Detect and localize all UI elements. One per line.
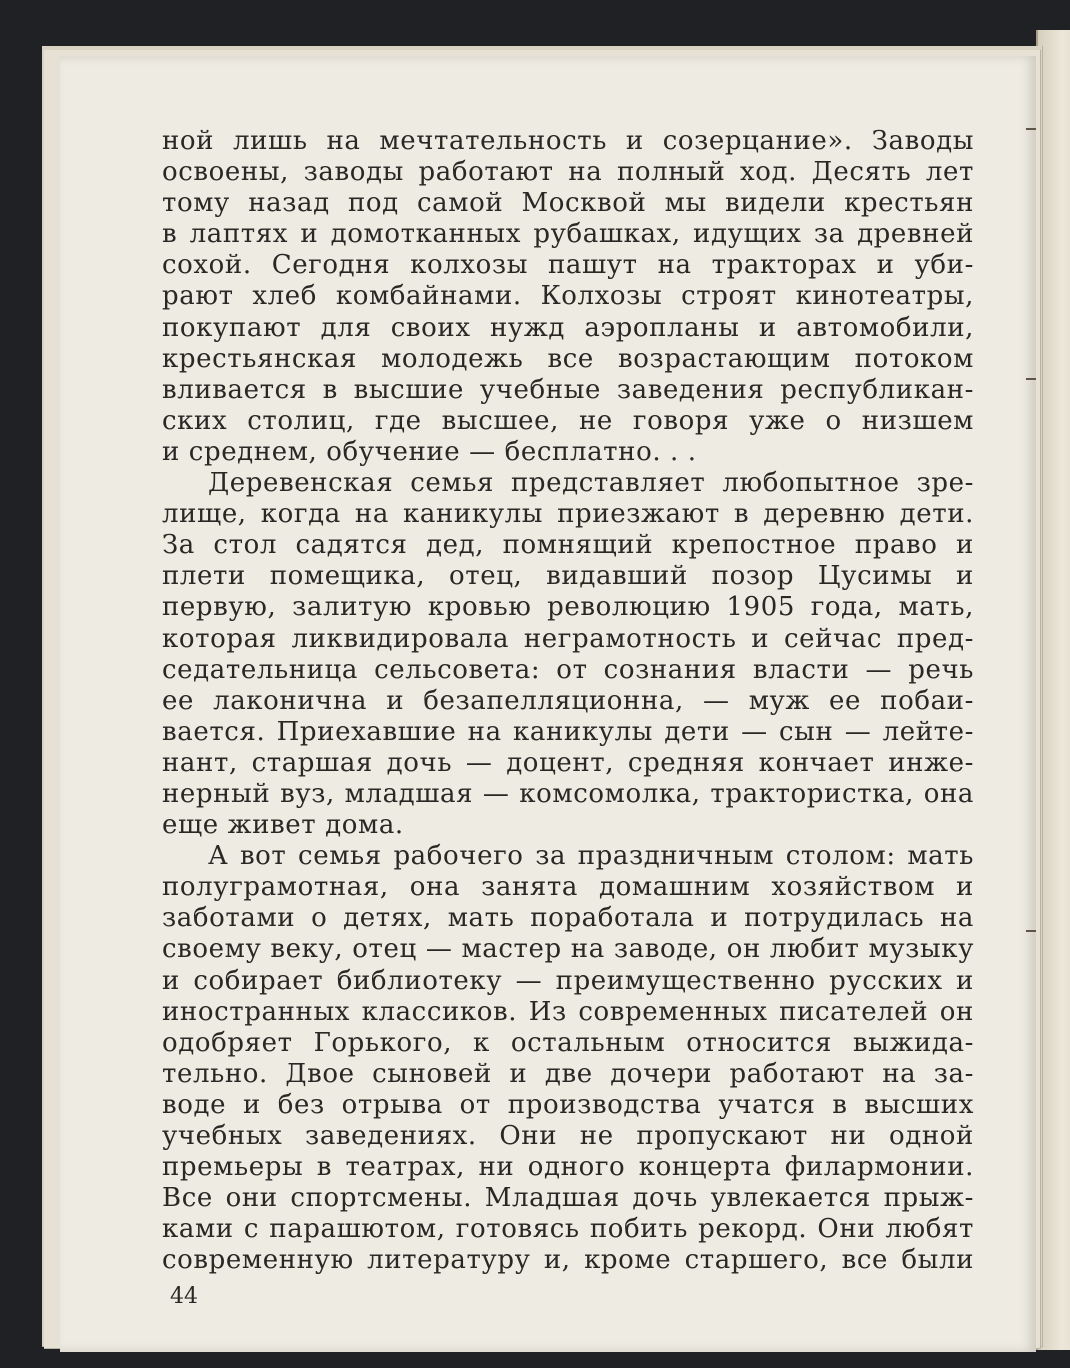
- text-line: учебных заведениях. Они не пропускают ни одной: [162, 1121, 974, 1151]
- book-page: [60, 56, 1036, 1352]
- page-edge-mark: [1026, 378, 1036, 380]
- text-line: ками с парашютом, готовясь побить рекорд. Они любят: [162, 1214, 974, 1245]
- text-line: иностранных классиков. Из современных писателей он: [162, 996, 974, 1027]
- text-line: тому назад под самой Москвой мы видели крестьян: [162, 188, 974, 219]
- text-line: еще живет дома.: [162, 810, 404, 841]
- page-edge-mark: [1026, 930, 1036, 932]
- page-body-text: [162, 126, 974, 1276]
- text-line: За стол садятся дед, помнящий крепостное право и: [162, 530, 974, 561]
- text-line: вливается в высшие учебные заведения республикан-: [162, 374, 974, 405]
- text-line: седательница сельсовета: от сознания власти — речь: [162, 654, 974, 685]
- text-line: премьеры в театрах, ни одного концерта филармонии.: [162, 1152, 974, 1183]
- text-line: тельно. Двое сыновей и две дочери работают на за-: [162, 1058, 974, 1089]
- text-line: и собирает библиотеку — преимущественно русских и: [162, 965, 974, 996]
- text-line: освоены, заводы работают на полный ход. Десять лет: [162, 157, 974, 188]
- text-line: нант, старшая дочь — доцент, средняя кончает инже-: [162, 747, 974, 778]
- text-line: покупают для своих нужд аэропланы и автомобили,: [162, 312, 974, 343]
- text-line: нерный вуз, младшая — комсомолка, трактористка, она: [162, 778, 974, 809]
- text-line: одобряет Горького, к остальным относится выжида-: [162, 1027, 974, 1058]
- text-line: которая ликвидировала неграмотность и сейчас пред-: [162, 623, 974, 654]
- text-line: Деревенская семья представляет любопытное зре-: [208, 468, 974, 499]
- text-line: крестьянская молодежь все возрастающим потоком: [162, 343, 974, 374]
- text-line: А вот семья рабочего за праздничным столом: мать: [208, 841, 974, 872]
- text-line: современную литературу и, кроме старшего, все были: [162, 1245, 974, 1276]
- text-line: Все они спортсмены. Младшая дочь увлекается прыж-: [162, 1183, 974, 1214]
- text-line: сохой. Сегодня колхозы пашут на тракторах и уби-: [162, 250, 974, 281]
- text-line: ских столиц, где высшее, не говоря уже о низшем: [162, 405, 974, 436]
- text-line: вается. Приехавшие на каникулы дети — сын — лейте-: [162, 716, 974, 747]
- text-line: полуграмотная, она занята домашним хозяйством и: [162, 872, 974, 903]
- text-line: рают хлеб комбайнами. Колхозы строят кинотеатры,: [162, 281, 974, 312]
- text-line: воде и без отрыва от производства учатся в высших: [162, 1089, 974, 1120]
- text-line: ной лишь на мечтательность и созерцание». Заводы: [162, 126, 974, 156]
- text-line: плети помещика, отец, видавший позор Цусимы и: [162, 561, 974, 592]
- text-line: своему веку, отец — мастер на заводе, он любит музыку: [162, 934, 974, 965]
- text-line: лище, когда на каникулы приезжают в деревню дети.: [162, 499, 974, 530]
- text-line: ее лаконична и безапелляционна, — муж ее побаи-: [162, 685, 974, 716]
- page-edge-mark: [1026, 128, 1036, 130]
- text-line: и среднем, обучение — бесплатно. . .: [162, 436, 697, 467]
- text-line: в лаптях и домотканных рубашках, идущих за древней: [162, 219, 974, 250]
- page-number: 44: [170, 1284, 198, 1309]
- text-line: первую, залитую кровью революцию 1905 года, мать,: [162, 592, 974, 623]
- text-line: заботами о детях, мать поработала и потрудилась на: [162, 903, 974, 934]
